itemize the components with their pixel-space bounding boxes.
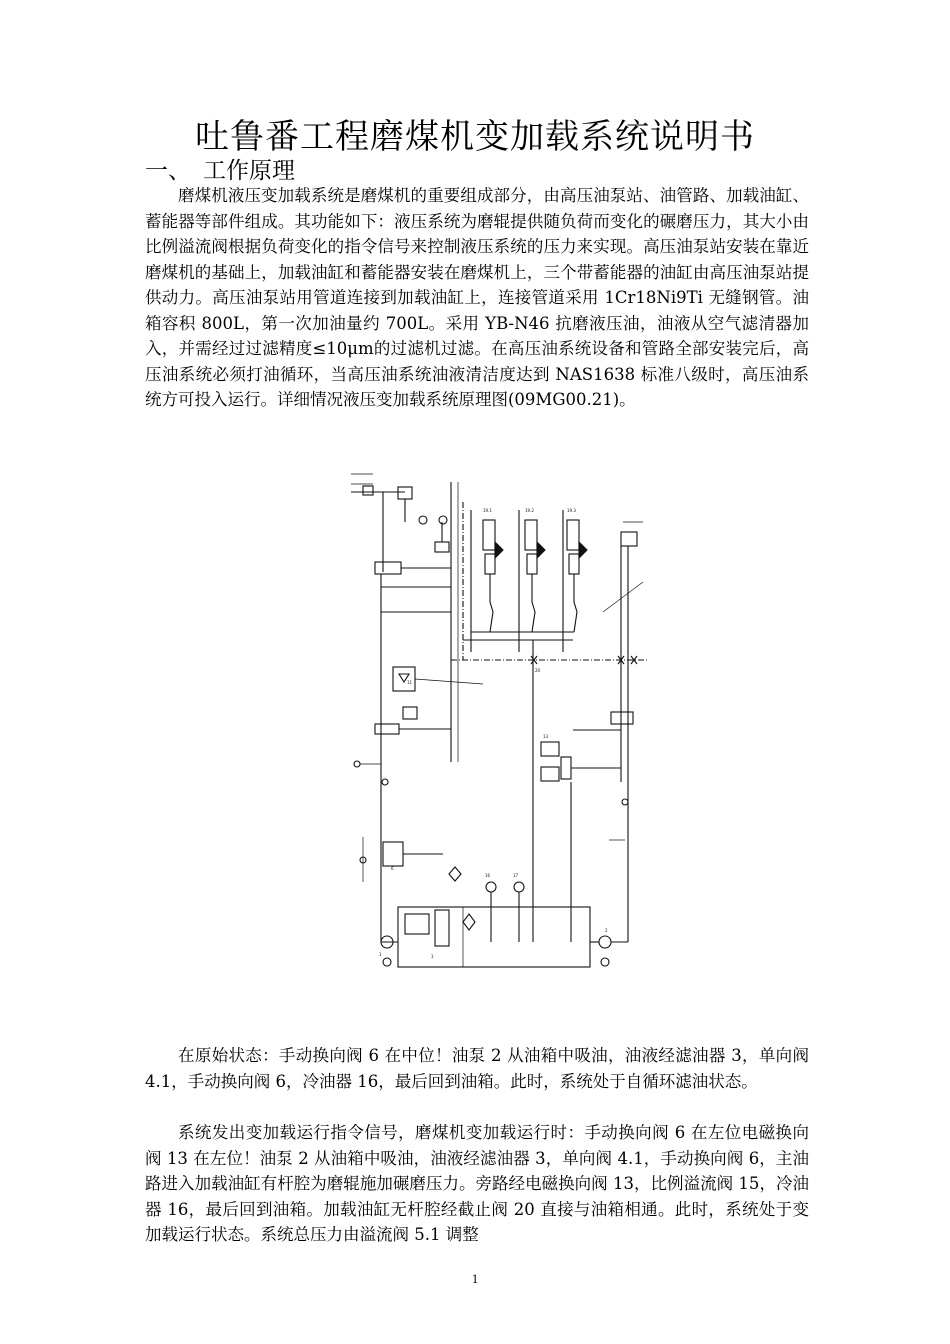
schematic-gauge <box>622 799 628 805</box>
schematic-filter <box>449 867 461 881</box>
schematic-filter <box>435 910 449 946</box>
schematic-valve <box>375 724 399 734</box>
manual-valve-6 <box>383 842 403 866</box>
schematic-line <box>490 574 493 632</box>
schematic-valve <box>375 562 401 574</box>
schematic-valve <box>405 914 429 934</box>
schematic-valve <box>398 487 412 499</box>
schematic-label: 19.1 <box>483 508 492 513</box>
schematic-valve <box>541 767 559 781</box>
cylinder <box>567 520 579 550</box>
schematic-filter <box>393 667 415 691</box>
schematic-valve <box>621 532 637 546</box>
schematic-gauge <box>486 882 496 892</box>
schematic-line <box>532 574 535 632</box>
hydraulic-schematic <box>343 462 653 982</box>
schematic-valve <box>363 486 373 495</box>
schematic-valve <box>435 542 449 552</box>
paragraph-intro: 磨煤机液压变加载系统是磨煤机的重要组成部分，由高压油泵站、油管路、加载油缸、蓄能器等部件组成。其功能如下：液压系统为磨辊提供随负荷而变化的碾磨压力，其大小由比例溢流阀根据负荷变化的指令信号来控制液压系统的压力来实现。高压油泵站安装在靠近磨煤机的基础上，加载油缸和蓄能器安装在磨煤机上，三个带蓄能器的油缸由高压油泵站提供动力。高压油泵站用管道连接到加载油缸上，连接管道采用 1Cr18Ni9Ti 无缝钢管。油箱容积 800L，第一次加油量约 700L。采用 YB-N46 抗磨液压油，油液从空气滤清器加入，并需经过过滤精度≤10μm的过滤机过滤。在高压油系统设备和管路全部安装完后，高压油系统必须打油循环，当高压油系统油液清洁度达到 NAS1638 标准八级时，高压油系统方可投入运行。详细情况液压变加载系统原理图(09MG00.21)。 <box>145 186 809 409</box>
paragraph-loading-state: 系统发出变加载运行指令信号，磨煤机变加载运行时：手动换向阀 6 在左位电磁换向阀 13 在左位！油泵 2 从油箱中吸油，油液经滤油器 3，单向阀 4.1，手动换向阀 6，主油路进入加载油缸有杆腔为磨辊施加碾磨压力。旁路经电磁换向阀 13，比例溢流阀 15，冷油器 16，最后回到油箱。加载油缸无杆腔经截止阀 20 直接与油箱相通。此时，系统处于变加载运行状态。系统总压力由溢流阀 5.1 调整 <box>145 1123 809 1244</box>
schematic-valve <box>561 757 571 779</box>
schematic-label: 2 <box>605 928 608 933</box>
schematic-valve <box>541 742 559 756</box>
hydraulic-schematic-figure <box>343 462 653 982</box>
schematic-label: 13 <box>543 734 549 739</box>
schematic-gauge <box>354 761 360 767</box>
cylinder <box>483 520 495 550</box>
oil-tank <box>398 907 590 967</box>
schematic-label: 19.3 <box>567 508 576 513</box>
cylinder-rod <box>569 554 579 574</box>
schematic-label: 3 <box>431 954 434 959</box>
schematic-valve <box>611 712 633 724</box>
accumulator <box>579 542 587 558</box>
schematic-label: 6 <box>391 866 394 871</box>
leader-line <box>415 679 483 684</box>
schematic-line <box>574 574 577 632</box>
schematic-label: 1 <box>379 952 382 957</box>
leader-line <box>603 582 643 612</box>
schematic-label: 16 <box>485 873 491 878</box>
schematic-label: 20 <box>535 668 541 673</box>
schematic-label: 19.2 <box>525 508 534 513</box>
pump <box>599 936 611 948</box>
paragraph-initial-state: 在原始状态：手动换向阀 6 在中位！油泵 2 从油箱中吸油，油液经滤油器 3，单向阀 4.1，手动换向阀 6，冷油器 16，最后回到油箱。此时，系统处于自循环滤油状态。 <box>145 1046 809 1091</box>
pump-motor <box>383 958 391 966</box>
cylinder <box>525 520 537 550</box>
schematic-label: 11 <box>407 680 413 685</box>
schematic-label: 17 <box>513 873 519 878</box>
section-number: 一、 <box>145 158 191 184</box>
accumulator <box>537 542 545 558</box>
document-title: 吐鲁番工程磨煤机变加载系统说明书 <box>195 117 755 157</box>
schematic-filter <box>463 914 475 930</box>
section-heading <box>145 156 295 186</box>
schematic-gauge <box>382 779 388 785</box>
cylinder-group <box>463 510 587 652</box>
pump-motor <box>601 958 609 966</box>
page-number: 1 <box>471 1271 479 1286</box>
schematic-gauge <box>439 516 447 524</box>
cylinder-rod <box>485 554 495 574</box>
cylinder-rod <box>527 554 537 574</box>
schematic-gauge <box>419 516 427 524</box>
accumulator <box>495 542 503 558</box>
schematic-gauge <box>514 882 524 892</box>
schematic-valve <box>403 707 417 719</box>
section-title: 工作原理 <box>203 158 295 184</box>
